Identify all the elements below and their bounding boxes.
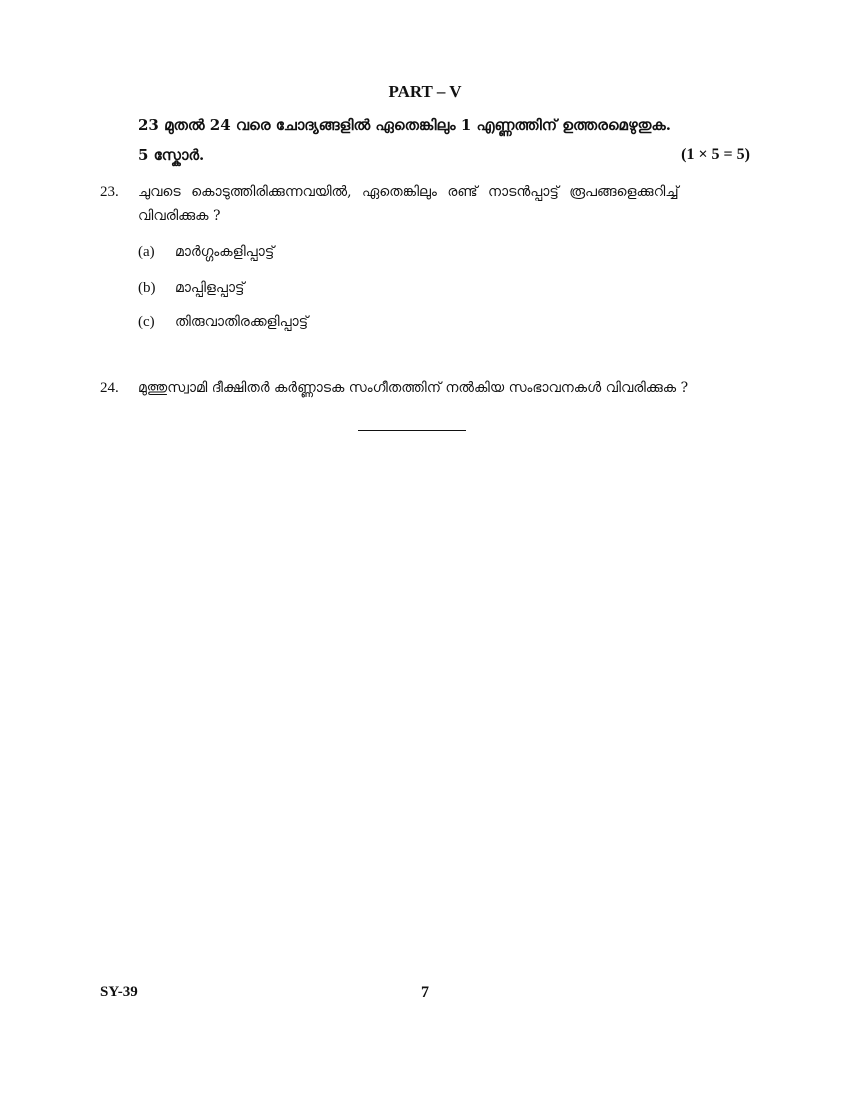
end-rule-divider — [358, 430, 466, 431]
question-24-number: 24. — [100, 380, 119, 396]
score-text: 5 സ്കോർ. — [138, 146, 205, 164]
question-23-number: 23. — [100, 184, 119, 200]
option-b-label: (b) — [138, 280, 156, 296]
question-23-text-line1: ചുവടെ കൊടുത്തിരിക്കുന്നവയിൽ, ഏതെങ്കിലും രണ്ട് നാടൻപ്പാട്ട് രൂപങ്ങളെക്കുറിച്ച് — [138, 184, 679, 200]
marks-allocation: (1 × 5 = 5) — [681, 146, 750, 163]
part-title: PART – V — [388, 82, 462, 101]
question-23-text-line2: വിവരിക്കുക ? — [138, 208, 221, 224]
footer-page-number: 7 — [421, 984, 429, 1001]
option-a-label: (a) — [138, 244, 155, 260]
option-a-text: മാർഗ്ഗംകളിപ്പാട്ട് — [175, 244, 275, 260]
instruction-text: 23 മുതൽ 24 വരെ ചോദ്യങ്ങളിൽ ഏതെങ്കിലും 1 എണ്ണത്തിന് ഉത്തരമെഴുതുക. — [138, 116, 671, 134]
option-b-text: മാപ്പിളപ്പാട്ട് — [175, 280, 245, 296]
footer-paper-code: SY-39 — [100, 984, 138, 1000]
option-c-label: (c) — [138, 314, 155, 330]
question-24-text: മുത്തുസ്വാമി ദീക്ഷിതർ കർണ്ണാടക സംഗീതത്തിന് നൽകിയ സംഭാവനകൾ വിവരിക്കുക ? — [138, 380, 689, 396]
option-c-text: തിരുവാതിരക്കളിപ്പാട്ട് — [175, 314, 309, 330]
